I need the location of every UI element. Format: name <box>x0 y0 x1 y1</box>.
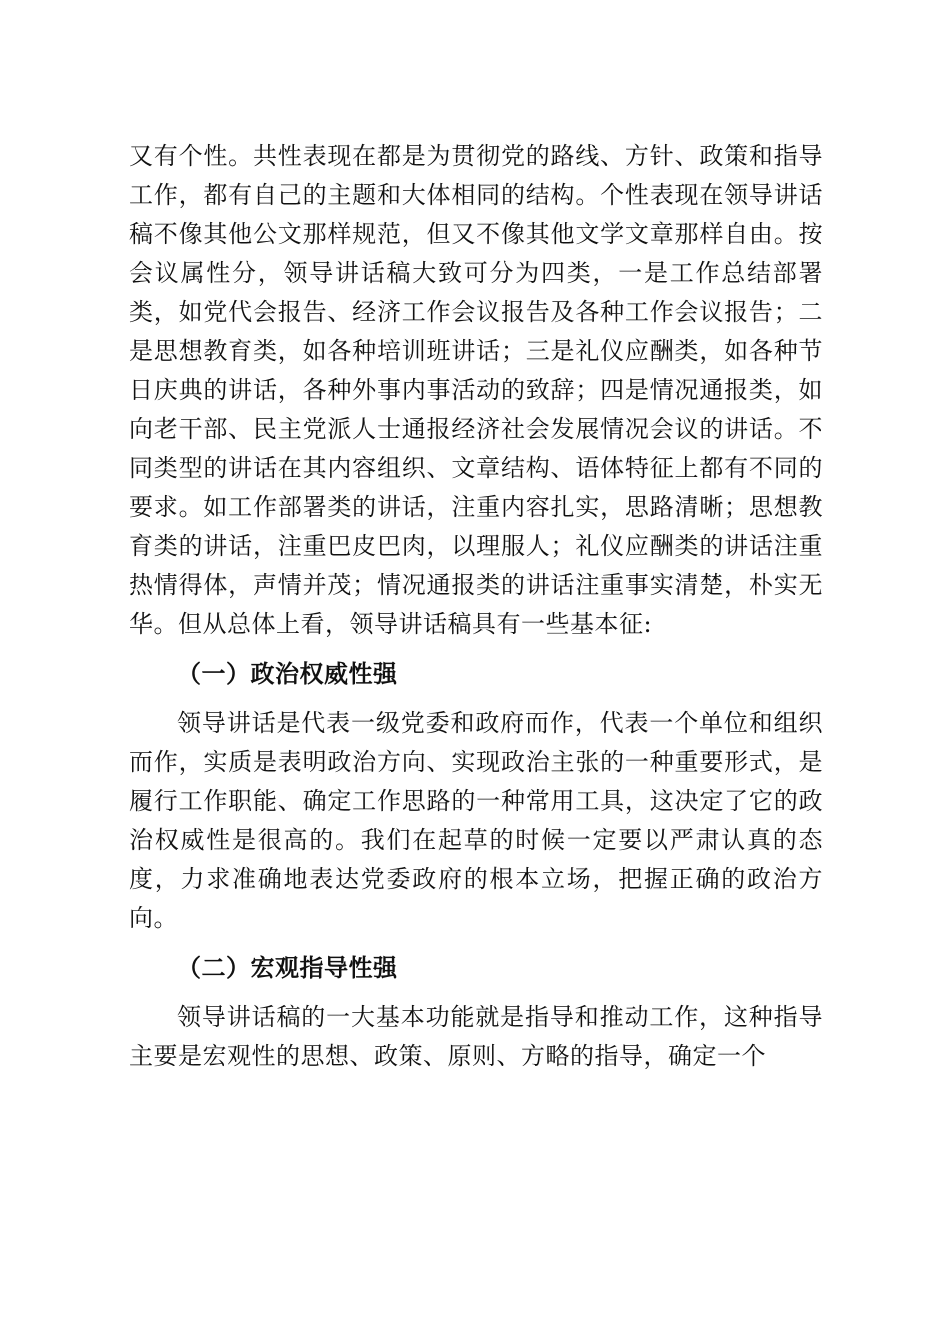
section-heading: （二）宏观指导性强 <box>177 954 398 982</box>
body-paragraph: 领导讲话是代表一级党委和政府而作，代表一个单位和组织而作，实质是表明政治方向、实现政治主张的一种重要形式，是履行工作职能、确定工作思路的一种常用工具，这决定了它的政治权威性是很高的。我们在起草的时候一定要以严肃认真的态度，力求准确地表达党委政府的根本立场，把握正确的政治方向。 <box>129 709 823 932</box>
section-heading: （一）政治权威性强 <box>177 660 398 688</box>
body-paragraph: 又有个性。共性表现在都是为贯彻党的路线、方针、政策和指导工作，都有自己的主题和大体相同的结构。个性表现在领导讲话稿不像其他公文那样规范，但又不像其他文学文章那样自由。按会议属性分，领导讲话稿大致可分为四类，一是工作总结部署类，如党代会报告、经济工作会议报告及各种工作会议报告；二是思想教育类，如各种培训班讲话；三是礼仪应酬类，如各种节日庆典的讲话，各种外事内事活动的致辞；四是情况通报类，如向老干部、民主党派人士通报经济社会发展情况会议的讲话。不同类型的讲话在其内容组织、文章结构、语体特征上都有不同的要求。如工作部署类的讲话，注重内容扎实，思路清晰；思想教育类的讲话，注重巴皮巴肉，以理服人；礼仪应酬类的讲话注重热情得体，声情并茂；情况通报类的讲话注重事实清楚，朴实无华。但从总体上看，领导讲话稿具有一些基本征: <box>129 142 823 638</box>
body-paragraph: 领导讲话稿的一大基本功能就是指导和推动工作，这种指导主要是宏观性的思想、政策、原则、方略的指导，确定一个 <box>129 1003 823 1070</box>
document-page <box>129 137 823 1076</box>
